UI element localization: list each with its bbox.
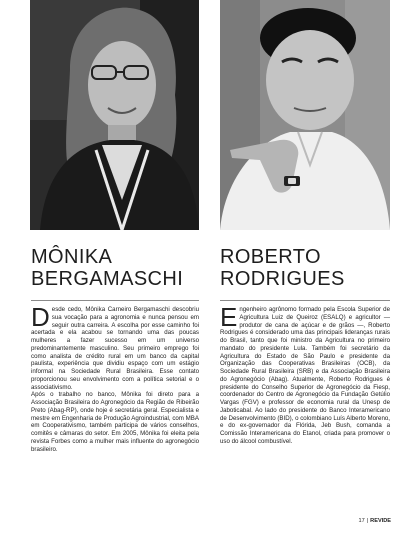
page-number: 17 (358, 518, 365, 524)
footer-separator: | (366, 518, 369, 524)
divider (220, 300, 390, 301)
bio-paragraph (220, 302, 390, 446)
portrait-image (220, 0, 390, 230)
page-footer (358, 518, 391, 525)
paragraph-text: ngenheiro agrônomo formado pela Escola Superior de Agricultura Luiz de Queiroz (ESALQ) e agricultor — produtor de cana de açúcar e de grãos —, Roberto Rodrigues é considerado uma das principais lideranças rurais do Brasil, tanto que foi ministro da Agricultura no primeiro mandato do presidente Lula. Também foi secretário da Agricultura do Estado de São Paulo e presidente da Organização das Cooperativas Brasileiras (OCB), da Sociedade Rural Brasileira (SRB) e da Associação Brasileira do Agronegócio (Abag). Atualmente, Roberto Rodrigues é presidente do Conselho Superior de Agronegócio da Fiesp, coordenador do Centro de Agronegócio da Fundação Getúlio Vargas (FGV) e professor de economia rural da Unesp de Jaboticabal. Ao lado do presidente do Banco Interamericano de Desenvolvimento (BID), o colombiano Luís Alberto Moreno, e do ex-governador da Flórida, Jeb Bush, comanda a Comissão Interamericana do Etanol, criada para promover o uso do álcool combustível. (220, 306, 390, 445)
bio-paragraph (31, 302, 199, 391)
bio-paragraph: Após o trabalho no banco, Mônika foi direto para a Associação Brasileira do Agronegócio da Região de Ribeirão Preto (Abag-RP), onde hoje é secretária geral. Especialista e mestre em Engenharia de Produção Agroindustrial, com MBA em Cooperativismo, também participa de vários conselhos, comitês e câmaras do setor. Em 2005, Mônika foi eleita pela revista Forbes como a mulher mais influente do agronegócio brasileiro. (31, 391, 199, 453)
person-name-roberto (220, 246, 345, 290)
name-line-2: RODRIGUES (220, 268, 345, 290)
portrait-image (30, 0, 199, 230)
name-line-1: ROBERTO (220, 246, 321, 268)
divider (31, 300, 199, 301)
name-line-2: BERGAMASCHI (31, 268, 184, 290)
portrait-photo-monika (30, 0, 199, 230)
portrait-photo-roberto (220, 0, 390, 230)
bio-text-roberto (220, 302, 390, 446)
magazine-name: REVIDE (370, 518, 391, 524)
drop-cap: D (31, 302, 50, 332)
drop-cap: E (220, 302, 238, 332)
person-name-monika (31, 246, 183, 290)
paragraph-text: esde cedo, Mônika Carneiro Bergamaschi descobriu sua vocação para a agronomia e nunca pensou em seguir outra carreira. A escolha por esse caminho foi acertada e ela acabou se tornando uma das poucas mulheres a fazer sucesso em um universo predominantemente masculino. Seu primeiro emprego foi como analista de crédito rural em um banco da capital paulista, experiência que dividiu espaço com um estágio informal na Sociedade Rural Brasileira. Esse contato proporcionou seu envolvimento com a política setorial e o associativismo. (31, 306, 199, 391)
name-line-1: MÔNIKA (31, 246, 113, 268)
bio-text-monika (31, 302, 199, 453)
